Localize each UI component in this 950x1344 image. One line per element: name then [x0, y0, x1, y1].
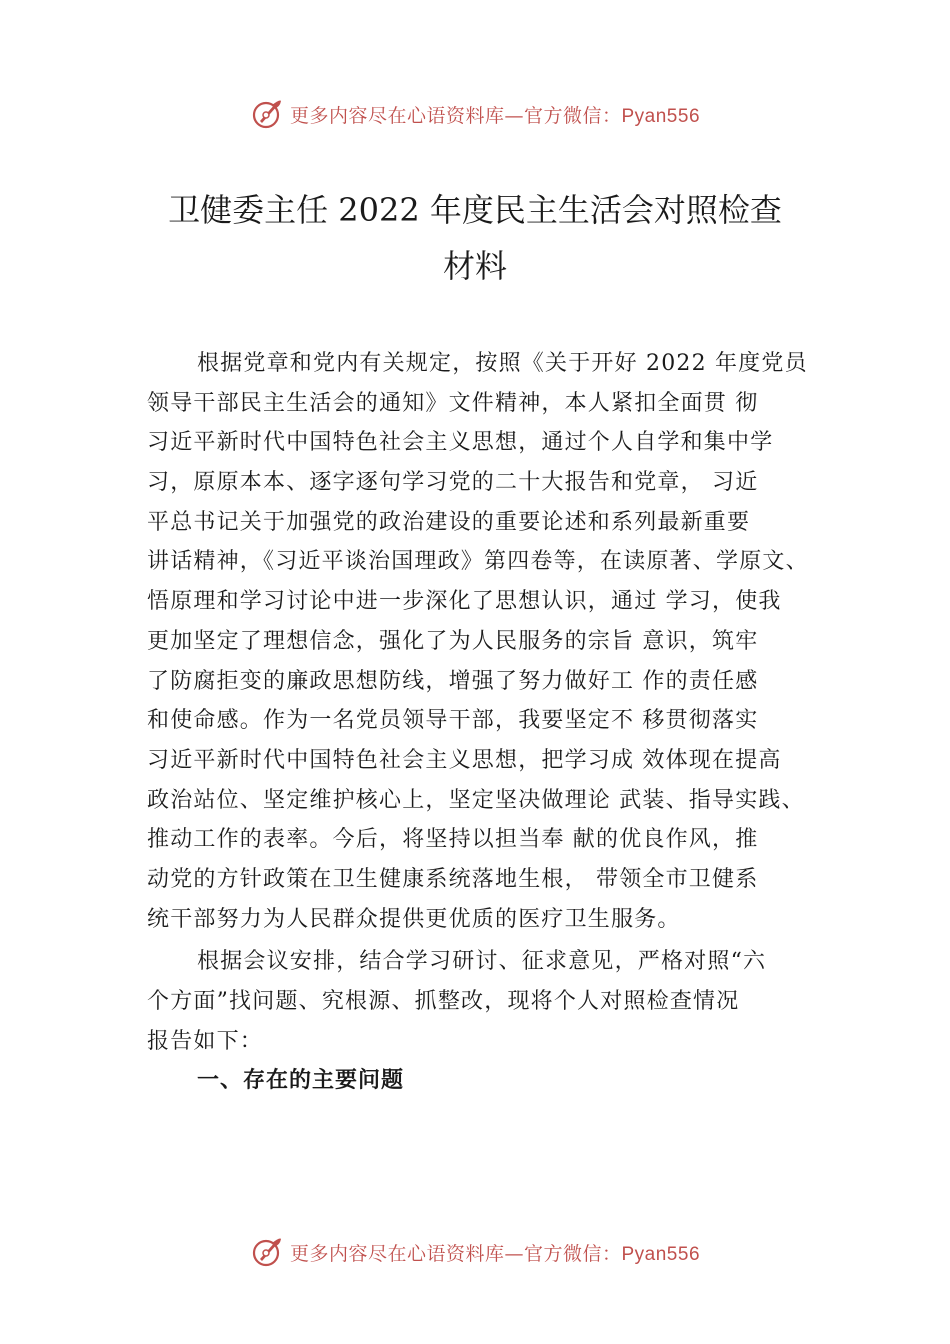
header-banner	[0, 94, 950, 134]
section-heading: 一、存在的主要问题	[197, 1068, 405, 1094]
quill-circle-icon	[250, 97, 284, 131]
document-body	[147, 344, 837, 1101]
paragraph-line: 报告如下：	[147, 1028, 264, 1054]
wechat-id: Pyan556	[621, 1243, 701, 1265]
footer-banner	[0, 1232, 950, 1272]
paragraph-line: 根据会议安排，结合学习研讨、征求意见，严格对照“六	[197, 949, 767, 975]
quill-circle-icon	[250, 1235, 284, 1269]
paragraph-line: 平总书记关于加强党的政治建设的重要论述和系列最新重要	[147, 509, 751, 535]
paragraph-line: 个方面”找问题、究根源、抓整改，现将个人对照检查情况	[147, 989, 740, 1014]
paragraph-line: 统干部努力为人民群众提供更优质的医疗卫生服务。	[147, 906, 681, 932]
paragraph-line: 推动工作的表率。今后，将坚持以担当奉 献的优良作风，推	[147, 827, 759, 853]
paragraph-line: 了防腐拒变的廉政思想防线，增强了努力做好工 作的责任感	[147, 668, 759, 694]
paragraph-line: 政治站位、坚定维护核心上，坚定坚决做理论 武装、指导实践、	[147, 787, 805, 813]
paragraph-line: 悟原理和学习讨论中进一步深化了思想认识，通过 学习，使我	[147, 589, 782, 615]
document-title	[120, 182, 830, 294]
paragraph-line: 习，原原本本、逐字逐句学习党的二十大报告和党章， 习近	[147, 470, 759, 496]
paragraph-line: 习近平新时代中国特色社会主义思想，把学习成 效体现在提高	[147, 747, 782, 773]
paragraph-line: 动党的方针政策在卫生健康系统落地生根， 带领全市卫健系	[147, 866, 759, 892]
paragraph-line: 根据党章和党内有关规定，按照《关于开好 2022 年度党员	[197, 351, 808, 376]
title-line-2: 材料	[442, 247, 507, 285]
title-line-1: 卫健委主任 2022 年度民主生活会对照检查	[168, 191, 782, 229]
paragraph-line: 和使命感。作为一名党员领导干部，我要坚定不 移贯彻落实	[147, 708, 759, 734]
paragraph-line: 更加坚定了理想信念，强化了为人民服务的宗旨 意识，筑牢	[147, 628, 759, 654]
paragraph-line: 习近平新时代中国特色社会主义思想，通过个人自学和集中学	[147, 430, 774, 456]
paragraph-line: 讲话精神，《习近平谈治国理政》第四卷等，在读原著、学原文、	[147, 549, 809, 575]
banner-text: 更多内容尽在心语资料库—官方微信：Pyan556	[289, 1242, 701, 1265]
banner-text: 更多内容尽在心语资料库—官方微信：Pyan556	[289, 104, 701, 127]
wechat-id: Pyan556	[621, 105, 701, 127]
paragraph-line: 领导干部民主生活会的通知》文件精神，本人紧扣全面贯 彻	[147, 390, 759, 416]
